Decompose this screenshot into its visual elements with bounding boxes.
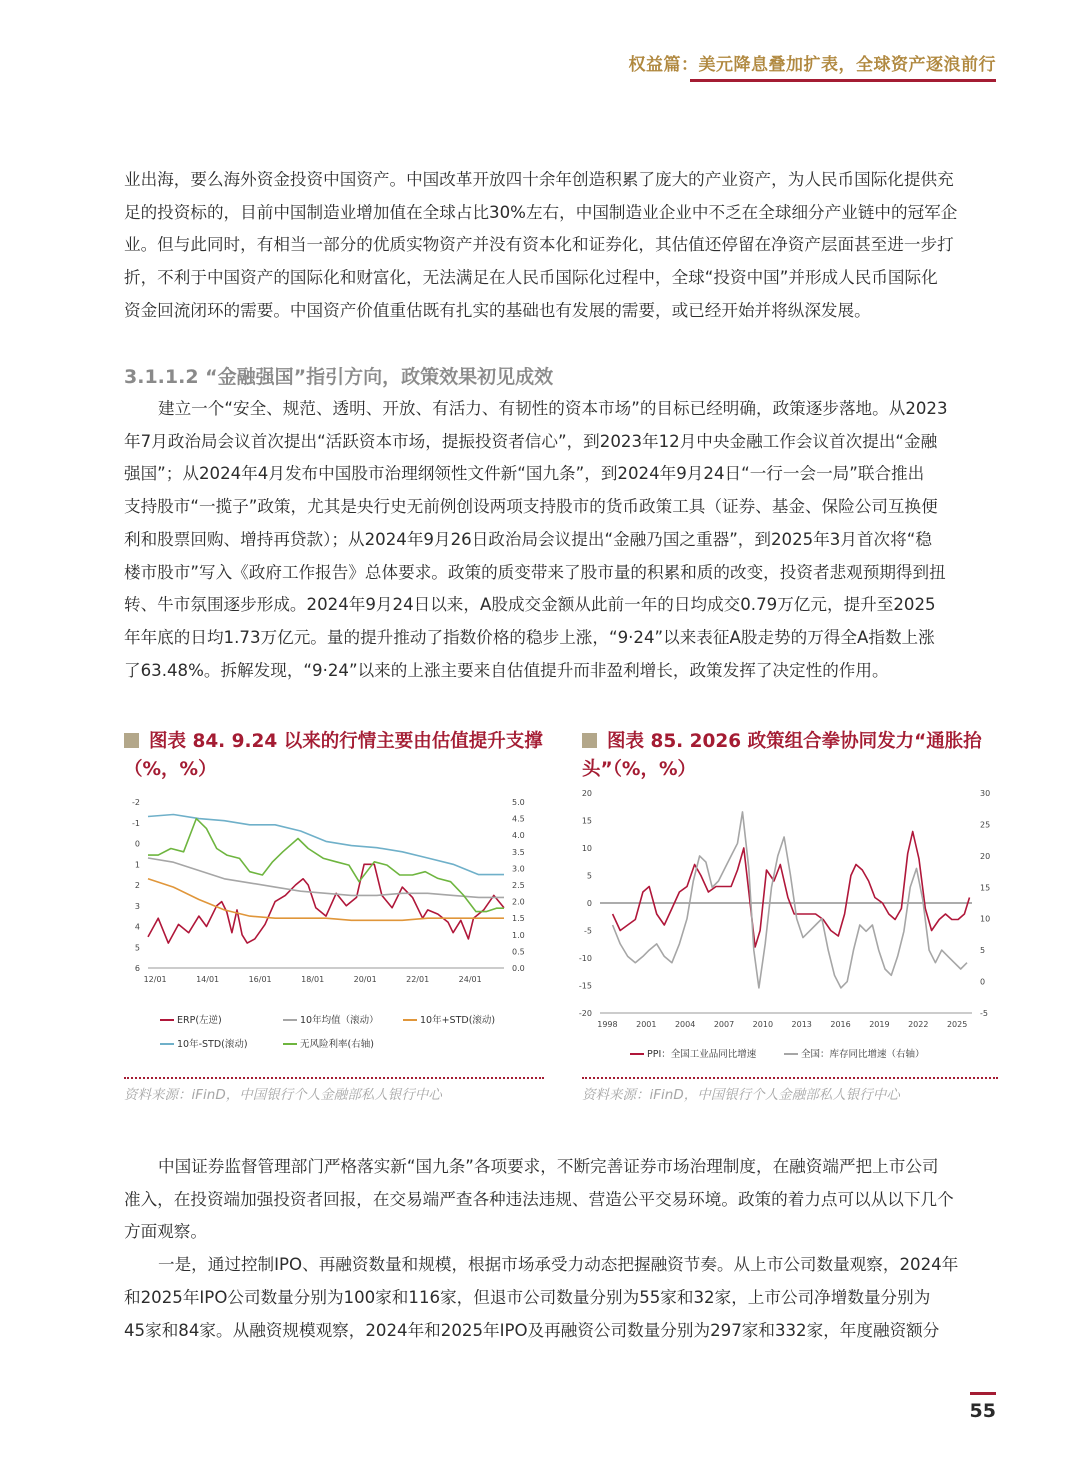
- y-left-tick-label: -15: [578, 981, 592, 991]
- figure-84-svg: [118, 790, 538, 1065]
- series-line-无风险利率(右轴): [148, 819, 504, 912]
- y-right-tick-label: 3.5: [512, 847, 525, 857]
- paragraph-1: [124, 164, 998, 328]
- y-left-tick-label: 10: [581, 844, 592, 853]
- legend-label: PPI：全国工业品同比增速: [647, 1049, 757, 1060]
- paragraph-line: 支持股市“一揽子”政策，尤其是央行史无前例创设两项支持股市的货币政策工具（证券、基金、保险公司互换便: [124, 497, 938, 517]
- x-tick-label: 18/01: [301, 975, 325, 984]
- figure-85-title: [582, 728, 1002, 784]
- paragraph-line: 了63.48%。拆解发现，“9·24”以来的上涨主要来自估值提升而非盈利增长，政策发挥了决定性的作用。: [124, 660, 889, 680]
- y-left-tick-label: -20: [578, 1009, 592, 1018]
- y-right-tick-label: 2.5: [512, 881, 525, 890]
- x-tick-label: 14/01: [196, 975, 220, 984]
- x-tick-label: 2013: [791, 1020, 812, 1029]
- y-left-tick-label: -1: [132, 818, 140, 828]
- figure-84-chart: [118, 790, 538, 1069]
- paragraph-line: 一是，通过控制IPO、再融资数量和规模，根据市场承受力动态把握融资节奏。从上市公司数量观察，2024年: [158, 1255, 959, 1275]
- y-right-tick-label: 2.0: [512, 897, 525, 907]
- y-right-tick-label: 0: [980, 977, 986, 987]
- x-tick-label: 2019: [869, 1020, 890, 1029]
- x-tick-label: 24/01: [458, 975, 482, 984]
- x-tick-label: 16/01: [248, 975, 272, 984]
- y-right-tick-label: 1.5: [512, 914, 525, 924]
- x-tick-label: 2022: [908, 1020, 929, 1029]
- paragraph-2: [124, 393, 998, 687]
- y-right-tick-label: 5.0: [512, 798, 525, 807]
- x-tick-label: 20/01: [353, 975, 377, 984]
- y-left-tick-label: 6: [134, 964, 140, 973]
- paragraph-line: 准入，在投资端加强投资者回报，在交易端严查各种违法违规、营造公平交易环境。政策的着力点可以从以下几个: [124, 1189, 954, 1209]
- paragraph-line: 中国证券监督管理部门严格落实新“国九条”各项要求，不断完善证券市场治理制度，在融资端严把上市公司: [158, 1157, 939, 1176]
- x-tick-label: 1998: [597, 1020, 618, 1029]
- y-left-tick-label: 4: [134, 922, 140, 932]
- running-header: 权益篇：美元降息叠加扩表，全球资产逐浪前行: [628, 55, 996, 75]
- x-tick-label: 2001: [636, 1020, 657, 1029]
- paragraph-line: 楼市股市”写入《政府工作报告》总体要求。政策的质变带来了股市量的积累和质的改变，投资者悲观预期得到扭: [124, 562, 946, 582]
- title-marker-icon: [124, 733, 139, 748]
- y-left-tick-label: 15: [581, 816, 592, 826]
- figure-84-divider: [124, 1077, 544, 1079]
- paragraph-line: 建立一个“安全、规范、透明、开放、有活力、有韧性的资本市场”的目标已经明确，政策逐步落地。从2023: [158, 399, 948, 418]
- x-tick-label: 22/01: [406, 975, 430, 984]
- figure-85-title-text: 图表 85. 2026 政策组合拳协同发力“通胀抬头”（%，%）: [582, 731, 982, 780]
- x-tick-label: 12/01: [143, 975, 167, 984]
- paragraph-line: 年7月政治局会议首次提出“活跃资本市场，提振投资者信心”，到2023年12月中央金融工作会议首次提出“金融: [124, 431, 938, 451]
- y-left-tick-label: -5: [584, 926, 592, 936]
- y-right-tick-label: 0.0: [512, 964, 525, 973]
- legend-label: 10年均值（滚动）: [300, 1015, 379, 1026]
- figure-85-svg: [574, 783, 998, 1068]
- paragraph-line: 资金回流闭环的需要。中国资产价值重估既有扎实的基础也有发展的需要，或已经开始并将纵深发展。: [124, 300, 871, 320]
- section-heading: 3.1.1.2 “金融强国”指引方向，政策效果初见成效: [124, 366, 554, 388]
- figure-84-title: [124, 728, 554, 784]
- paragraph-line: 转、牛市氛围逐步形成。2024年9月24日以来，A股成交金额从此前一年的日均成交0.79万亿元，提升至2025: [124, 595, 936, 615]
- y-right-tick-label: 25: [980, 820, 991, 830]
- figure-85-divider: [582, 1077, 998, 1079]
- y-left-tick-label: 3: [134, 901, 140, 911]
- header-rule: [690, 79, 996, 82]
- paragraph-line: 和2025年IPO公司数量分别为100家和116家，但退市公司数量分别为55家和32家，上市公司净增数量分别为: [124, 1287, 931, 1307]
- paragraph-line: 业。但与此同时，有相当一部分的优质实物资产并没有资本化和证券化，其估值还停留在净资产层面甚至进一步打: [124, 235, 954, 255]
- paragraph-3: [124, 1151, 998, 1347]
- paragraph-line: 折，不利于中国资产的国际化和财富化，无法满足在人民币国际化过程中，全球“投资中国”并形成人民币国际化: [124, 268, 938, 288]
- figure-84-source: 资料来源：iFinD，中国银行个人金融部私人银行中心: [124, 1087, 442, 1103]
- paragraph-line: 45家和84家。从融资规模观察，2024年和2025年IPO及再融资公司数量分别为297家和332家，年度融资额分: [124, 1320, 940, 1340]
- figure-85-chart: [574, 783, 998, 1072]
- x-tick-label: 2025: [946, 1020, 968, 1029]
- y-right-tick-label: -5: [980, 1009, 988, 1018]
- x-tick-label: 2007: [713, 1020, 735, 1029]
- paragraph-line: 年年底的日均1.73万亿元。量的提升推动了指数价格的稳步上涨，“9·24”以来表征A股走势的万得全A指数上涨: [124, 627, 935, 647]
- y-left-tick-label: 0: [134, 839, 140, 849]
- x-tick-label: 2004: [674, 1020, 696, 1029]
- y-left-tick-label: 0: [586, 899, 592, 908]
- y-right-tick-label: 15: [980, 883, 991, 893]
- y-left-tick-label: 5: [586, 871, 592, 881]
- paragraph-line: 业出海，要么海外资金投资中国资产。中国改革开放四十余年创造积累了庞大的产业资产，为人民币国际化提供充: [124, 170, 954, 189]
- paragraph-line: 利和股票回购、增持再贷款）；从2024年9月26日政治局会议提出“金融乃国之重器”，到2025年3月首次将“稳: [124, 529, 932, 549]
- y-right-tick-label: 4.5: [512, 814, 525, 824]
- figure-85-source: 资料来源：iFinD，中国银行个人金融部私人银行中心: [582, 1087, 900, 1103]
- y-right-tick-label: 3.0: [512, 864, 525, 874]
- y-left-tick-label: 5: [134, 943, 140, 953]
- figure-84-title-text: 图表 84. 9.24 以来的行情主要由估值提升支撑（%，%）: [124, 731, 543, 780]
- series-line-PPI：全国工业品同比增速: [613, 832, 970, 948]
- paragraph-line: 方面观察。: [124, 1222, 207, 1242]
- legend-label: 无风险利率(右轴): [300, 1039, 374, 1050]
- y-right-tick-label: 4.0: [512, 831, 525, 841]
- y-right-tick-label: 20: [980, 851, 991, 861]
- y-left-tick-label: 2: [134, 881, 140, 890]
- y-left-tick-label: 1: [134, 860, 140, 870]
- paragraph-line: 强国”；从2024年4月发布中国股市治理纲领性文件新“国九条”，到2024年9月24日“一行一会一局”联合推出: [124, 464, 925, 484]
- legend-label: 10年+STD(滚动): [420, 1015, 496, 1026]
- y-right-tick-label: 1.0: [512, 930, 525, 940]
- legend-label: 10年-STD(滚动): [177, 1039, 248, 1050]
- legend-label: 全国：库存同比增速（右轴）: [801, 1049, 925, 1060]
- legend-label: ERP(左逆): [177, 1015, 222, 1026]
- x-tick-label: 2010: [752, 1020, 774, 1029]
- y-right-tick-label: 0.5: [512, 947, 525, 957]
- page-number-rule: [970, 1392, 996, 1395]
- x-tick-label: 2016: [830, 1020, 851, 1029]
- y-right-tick-label: 5: [980, 946, 986, 956]
- y-left-tick-label: 20: [581, 789, 592, 798]
- series-line-10年+STD(滚动): [148, 879, 504, 921]
- y-right-tick-label: 10: [980, 914, 991, 924]
- page-number: 55: [969, 1400, 996, 1422]
- title-marker-icon: [582, 733, 597, 748]
- y-right-tick-label: 30: [980, 789, 991, 798]
- paragraph-line: 足的投资标的，目前中国制造业增加值在全球占比30%左右，中国制造业企业中不乏在全球细分产业链中的冠军企: [124, 202, 958, 222]
- y-left-tick-label: -2: [132, 798, 140, 807]
- series-line-ERP(左逆): [148, 864, 504, 943]
- y-left-tick-label: -10: [578, 954, 592, 963]
